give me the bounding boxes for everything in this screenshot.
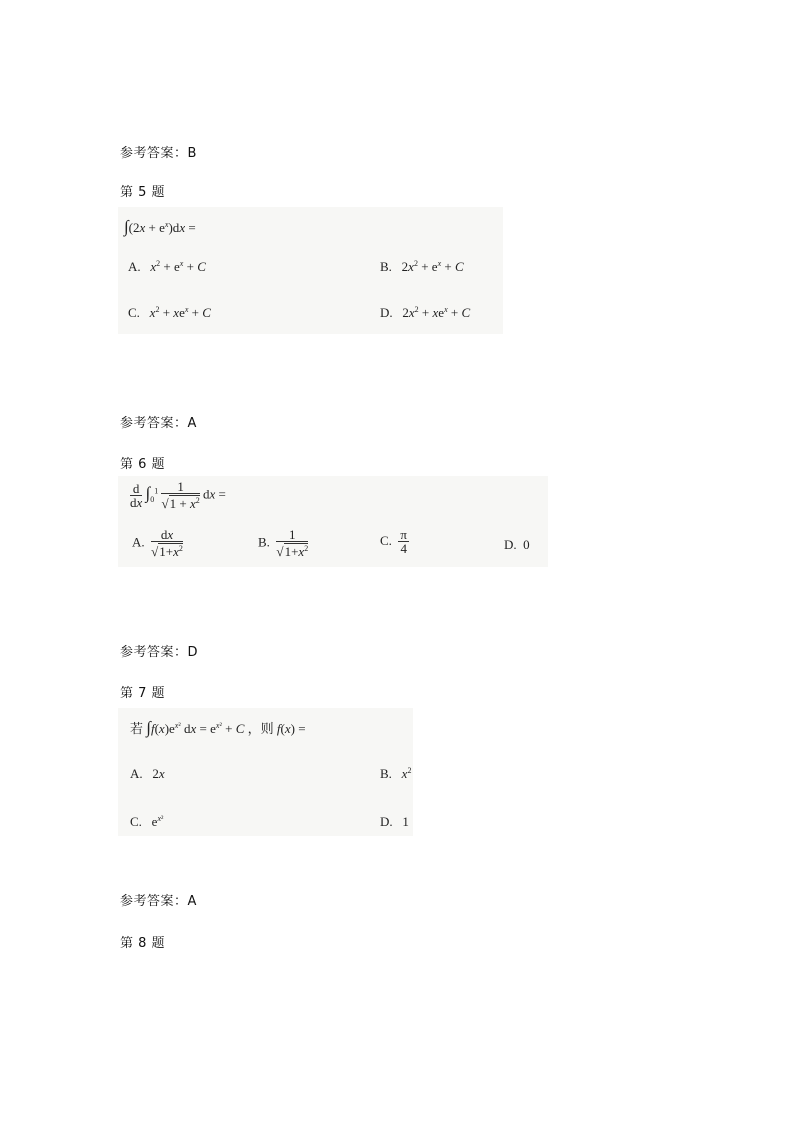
question-5-title: 第 5 题 <box>120 185 166 200</box>
answer-q5: 参考答案：A <box>120 416 197 431</box>
q7-option-b: B. $x^2$ <box>380 766 412 781</box>
question-8-title: 第 8 题 <box>120 936 166 951</box>
q5-option-d: D. $2x^2 + xe^x + C$ <box>380 305 471 320</box>
q5-option-b: B. $2x^2 + e^x + C$ <box>380 259 464 274</box>
q5-stem: $\int(2x + e^x)dx$ = <box>124 217 196 236</box>
q5-option-c: C. $x^2 + xe^x + C$ <box>128 305 211 320</box>
question-5-image <box>118 207 503 334</box>
q6-stem: $\frac{d}{dx}$ $\int_0^1$ $\frac{1}{√1 + x^2}$ dx = <box>130 479 226 511</box>
answer-q7: 参考答案：A <box>120 894 197 909</box>
question-6-title: 第 6 题 <box>120 457 166 472</box>
q7-stem: 若 $\int f(x)e^{x^2}$ dx = $e^{x^2} + C$ ，则 f(x) = <box>130 718 306 737</box>
q5-option-a: A. $x^2 + e^x + C$ <box>128 259 206 274</box>
question-7-title: 第 7 题 <box>120 686 166 701</box>
q7-option-a: A. 2x <box>130 766 165 781</box>
answer-q4: 参考答案：B <box>120 146 197 161</box>
question-6-image <box>118 476 548 567</box>
question-7-image <box>118 708 413 836</box>
q6-option-a: A. $\frac{dx}{√1+x^2}$ <box>132 527 183 559</box>
q6-option-b: B. $\frac{1}{√1+x^2}$ <box>258 527 309 559</box>
q6-option-c: C. $\frac{\pi}{4}$ <box>380 527 407 556</box>
q7-option-c: C. $e^{x^2}$ <box>130 814 164 829</box>
answer-q6: 参考答案：D <box>120 645 199 660</box>
q7-option-d: D. 1 <box>380 814 409 829</box>
q6-option-d: D. 0 <box>504 537 530 552</box>
